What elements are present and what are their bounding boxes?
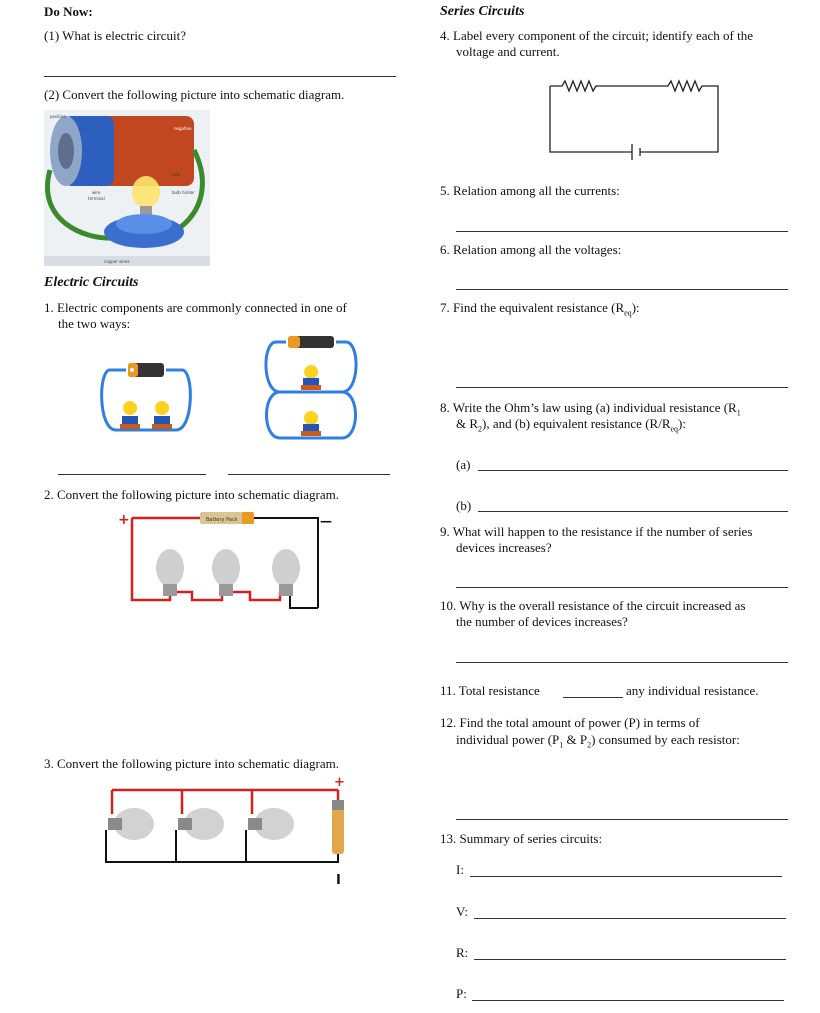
question-8-line-a: 8. Write the Ohm’s law using (a) individual resistance ($R_1$ xyxy=(440,400,741,418)
question-6: 6. Relation among all the voltages: xyxy=(440,242,622,257)
question-2: (2) Convert the following picture into schematic diagram. xyxy=(44,87,345,102)
summary-line-voltage[interactable] xyxy=(474,918,786,919)
answer-line-10[interactable] xyxy=(456,662,788,663)
answer-line-series-type[interactable] xyxy=(58,474,206,475)
question-11-start: 11. Total resistance xyxy=(440,683,540,698)
three-bulb-series-picture xyxy=(118,508,338,616)
photo-label-wire: wire xyxy=(92,190,101,195)
summary-label-resistance: R: xyxy=(456,945,469,960)
summary-line-power[interactable] xyxy=(472,1000,784,1001)
photo-label-positive: positive xyxy=(50,114,66,119)
plus-sign-3: + xyxy=(334,775,345,790)
question-4-line-b: voltage and current. xyxy=(456,44,560,59)
photo-label-bulb-holder: bulb holder xyxy=(172,190,195,195)
answer-line-1[interactable] xyxy=(44,76,396,77)
question-12-line-b: individual power ($P_1$ & $P_2$) consumed by each resistor: xyxy=(456,732,740,750)
minus-sign: — xyxy=(320,514,332,528)
three-bulb-parallel-picture xyxy=(100,774,360,888)
item-2: 2. Convert the following picture into schematic diagram. xyxy=(44,487,339,502)
question-8b-label: (b) xyxy=(456,498,472,513)
electric-circuits-title: Electric Circuits xyxy=(44,275,139,290)
answer-line-11[interactable] xyxy=(563,697,623,698)
question-12-line-a: 12. Find the total amount of power (P) in terms of xyxy=(440,715,700,730)
summary-label-power: P: xyxy=(456,986,467,1001)
question-4-line-a: 4. Label every component of the circuit; identify each of the xyxy=(440,28,753,43)
do-now-title: Do Now: xyxy=(44,4,93,19)
item-1-line-a: 1. Electric components are commonly connected in one of xyxy=(44,300,347,315)
plus-sign: + xyxy=(118,512,130,528)
question-10-line-a: 10. Why is the overall resistance of the circuit increased as xyxy=(440,598,746,613)
photo-label-terminal: terminal xyxy=(88,196,105,201)
question-11-end: any individual resistance. xyxy=(626,683,759,698)
question-9-line-a: 9. What will happen to the resistance if the number of series xyxy=(440,524,753,539)
battery-pack-label: Battery Pack xyxy=(206,517,238,523)
summary-line-current[interactable] xyxy=(470,876,782,877)
minus-sign-3: I xyxy=(336,873,341,888)
answer-line-8b[interactable] xyxy=(478,511,788,512)
battery-bulb-illustration xyxy=(44,110,210,266)
summary-line-resistance[interactable] xyxy=(474,959,786,960)
summary-label-voltage: V: xyxy=(456,904,469,919)
answer-line-12[interactable] xyxy=(456,819,788,820)
parallel-loop-picture xyxy=(266,334,356,444)
question-5: 5. Relation among all the currents: xyxy=(440,183,620,198)
answer-line-7[interactable] xyxy=(456,387,788,388)
question-8a-label: (a) xyxy=(456,457,471,472)
answer-line-5[interactable] xyxy=(456,231,788,232)
item-1-line-b: the two ways: xyxy=(58,316,131,331)
answer-line-9[interactable] xyxy=(456,587,788,588)
question-1: (1) What is electric circuit? xyxy=(44,28,186,43)
question-8-line-b: & $R_2$), and (b) equivalent resistance $(R/R_{eq})$: xyxy=(456,416,686,434)
series-loop-picture xyxy=(96,356,196,442)
answer-line-6[interactable] xyxy=(456,289,788,290)
photo-label-negative: negative xyxy=(174,126,192,131)
series-schematic xyxy=(548,76,722,158)
photo-label-bulb: bulb xyxy=(172,172,181,177)
summary-label-current: I: xyxy=(456,862,464,877)
photo-label-copper-wires: copper wires xyxy=(104,259,130,264)
series-circuits-title: Series Circuits xyxy=(440,4,525,19)
question-13: 13. Summary of series circuits: xyxy=(440,831,603,846)
answer-line-parallel-type[interactable] xyxy=(228,474,390,475)
item-3: 3. Convert the following picture into schematic diagram. xyxy=(44,756,339,771)
question-10-line-b: the number of devices increases? xyxy=(456,614,628,629)
question-7: 7. Find the equivalent resistance $(R_{eq})$: xyxy=(440,300,640,318)
question-9-line-b: devices increases? xyxy=(456,540,552,555)
answer-line-8a[interactable] xyxy=(478,470,788,471)
